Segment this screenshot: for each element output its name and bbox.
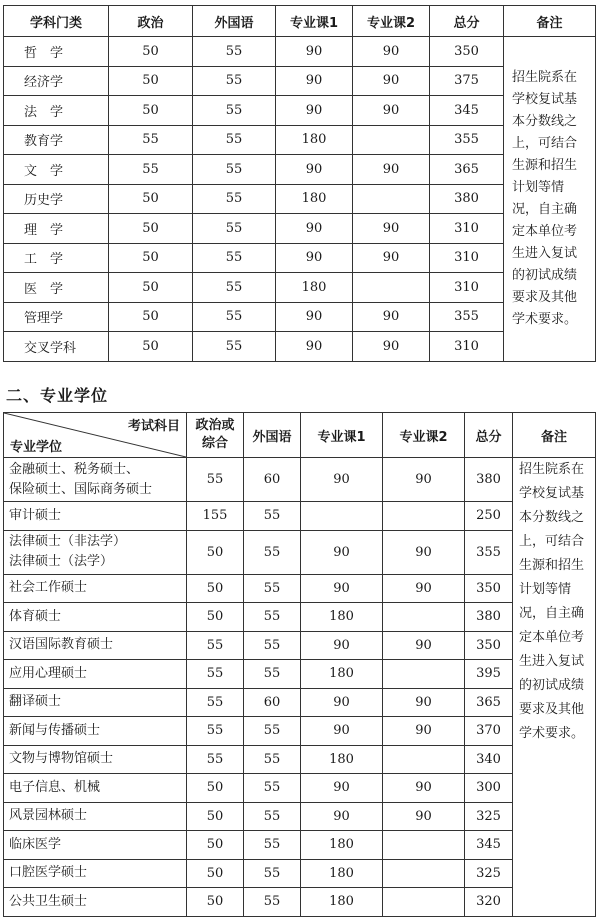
total-score: 375 <box>430 66 504 96</box>
politics-or-comprehensive-score: 50 <box>187 859 244 888</box>
major-course-1-score: 180 <box>301 831 383 860</box>
major-course-2-score: 90 <box>353 66 430 96</box>
politics-score: 50 <box>109 96 193 126</box>
major-course-1-score: 90 <box>301 458 383 502</box>
col-header-politics-or-comprehensive: 政治或综合 <box>187 413 244 458</box>
foreign-language-score: 55 <box>193 125 276 155</box>
major-course-2-score <box>383 603 465 632</box>
table-row <box>4 831 596 860</box>
foreign-language-score: 60 <box>244 458 301 502</box>
total-score: 370 <box>465 717 513 746</box>
major-course-2-score: 90 <box>383 530 465 574</box>
discipline-name: 哲 学 <box>4 37 109 67</box>
total-score: 355 <box>465 530 513 574</box>
foreign-language-score: 55 <box>244 859 301 888</box>
major-course-1-score: 180 <box>301 745 383 774</box>
major-course-1-score: 90 <box>301 574 383 603</box>
politics-or-comprehensive-score: 50 <box>187 574 244 603</box>
table-row <box>4 37 596 67</box>
foreign-language-score: 55 <box>244 774 301 803</box>
major-course-2-score <box>383 859 465 888</box>
politics-or-comprehensive-score: 55 <box>187 717 244 746</box>
total-score: 355 <box>430 302 504 332</box>
total-score: 310 <box>430 243 504 273</box>
major-course-1-score: 90 <box>301 717 383 746</box>
degree-name: 新闻与传播硕士 <box>4 717 187 746</box>
total-score: 350 <box>430 37 504 67</box>
degree-name: 社会工作硕士 <box>4 574 187 603</box>
major-course-2-score: 90 <box>353 243 430 273</box>
total-score: 310 <box>430 214 504 244</box>
major-course-2-score <box>383 745 465 774</box>
major-course-2-score <box>383 888 465 917</box>
degree-name: 体育硕士 <box>4 603 187 632</box>
major-course-1-score: 90 <box>301 802 383 831</box>
major-course-2-score: 90 <box>353 302 430 332</box>
table-row <box>4 660 596 689</box>
major-course-2-score: 90 <box>353 96 430 126</box>
table-row <box>4 717 596 746</box>
major-course-2-score: 90 <box>353 332 430 362</box>
major-course-1-score: 90 <box>276 243 353 273</box>
major-course-2-score: 90 <box>383 574 465 603</box>
header-exam-subjects: 考试科目 <box>127 419 180 434</box>
politics-or-comprehensive-score: 50 <box>187 802 244 831</box>
major-course-2-score: 90 <box>353 37 430 67</box>
foreign-language-score: 55 <box>193 155 276 185</box>
total-score: 310 <box>430 273 504 303</box>
major-course-1-score: 90 <box>301 688 383 717</box>
table-header-row <box>4 6 596 37</box>
major-course-1-score <box>301 502 383 531</box>
total-score: 325 <box>465 859 513 888</box>
discipline-name: 管理学 <box>4 302 109 332</box>
politics-score: 50 <box>109 302 193 332</box>
major-course-1-score: 90 <box>276 214 353 244</box>
total-score: 350 <box>465 574 513 603</box>
total-score: 300 <box>465 774 513 803</box>
discipline-name: 教育学 <box>4 125 109 155</box>
politics-or-comprehensive-score: 55 <box>187 688 244 717</box>
major-course-1-score: 90 <box>276 66 353 96</box>
degree-name: 口腔医学硕士 <box>4 859 187 888</box>
politics-score: 50 <box>109 273 193 303</box>
major-course-1-score: 90 <box>301 530 383 574</box>
discipline-name: 医 学 <box>4 273 109 303</box>
politics-score: 50 <box>109 66 193 96</box>
total-score: 380 <box>465 458 513 502</box>
major-course-1-score: 90 <box>276 96 353 126</box>
col-header-remarks: 备注 <box>504 6 596 37</box>
degree-name: 金融硕士、税务硕士、 保险硕士、国际商务硕士 <box>4 458 187 502</box>
politics-score: 50 <box>109 214 193 244</box>
table-row <box>4 688 596 717</box>
politics-score: 55 <box>109 155 193 185</box>
col-header-politics: 政治 <box>109 6 193 37</box>
total-score: 345 <box>465 831 513 860</box>
major-course-2-score: 90 <box>383 717 465 746</box>
politics-score: 50 <box>109 184 193 214</box>
major-course-2-score: 90 <box>383 631 465 660</box>
col-header-total-score: 总分 <box>465 413 513 458</box>
degree-name: 法律硕士（非法学） 法律硕士（法学） <box>4 530 187 574</box>
total-score: 320 <box>465 888 513 917</box>
foreign-language-score: 55 <box>244 603 301 632</box>
col-header-major-course-2: 专业课2 <box>383 413 465 458</box>
table-row <box>4 631 596 660</box>
politics-or-comprehensive-score: 50 <box>187 530 244 574</box>
foreign-language-score: 55 <box>193 214 276 244</box>
table-row <box>4 530 596 574</box>
degree-name: 风景园林硕士 <box>4 802 187 831</box>
total-score: 365 <box>430 155 504 185</box>
major-course-2-score: 90 <box>383 688 465 717</box>
total-score: 355 <box>430 125 504 155</box>
major-course-2-score: 90 <box>383 458 465 502</box>
foreign-language-score: 55 <box>244 888 301 917</box>
foreign-language-score: 55 <box>193 184 276 214</box>
total-score: 395 <box>465 660 513 689</box>
major-course-2-score: 90 <box>353 214 430 244</box>
politics-score: 50 <box>109 243 193 273</box>
politics-or-comprehensive-score: 55 <box>187 660 244 689</box>
table-row <box>4 774 596 803</box>
politics-or-comprehensive-score: 155 <box>187 502 244 531</box>
major-course-2-score <box>353 184 430 214</box>
politics-or-comprehensive-score: 55 <box>187 745 244 774</box>
major-course-1-score: 90 <box>276 155 353 185</box>
degree-name: 文物与博物馆硕士 <box>4 745 187 774</box>
foreign-language-score: 55 <box>193 302 276 332</box>
table-row <box>4 603 596 632</box>
discipline-name: 历史学 <box>4 184 109 214</box>
foreign-language-score: 55 <box>193 96 276 126</box>
foreign-language-score: 55 <box>193 273 276 303</box>
major-course-2-score: 90 <box>383 774 465 803</box>
col-header-remarks: 备注 <box>513 413 596 458</box>
major-course-1-score: 180 <box>276 184 353 214</box>
total-score: 365 <box>465 688 513 717</box>
remarks-note: 招生院系在学校复试基本分数线之上，可结合生源和招生计划等情况，自主确定本单位考生进入复试的初试成绩要求及其他学术要求。 <box>513 458 596 917</box>
major-course-1-score: 180 <box>301 660 383 689</box>
discipline-name: 法 学 <box>4 96 109 126</box>
major-course-1-score: 90 <box>276 302 353 332</box>
col-header-foreign-language: 外国语 <box>193 6 276 37</box>
discipline-name: 经济学 <box>4 66 109 96</box>
degree-name: 应用心理硕士 <box>4 660 187 689</box>
politics-or-comprehensive-score: 50 <box>187 831 244 860</box>
diagonal-header-cell <box>4 413 187 458</box>
discipline-name: 交叉学科 <box>4 332 109 362</box>
professional-degree-score-table <box>3 412 596 917</box>
table-row <box>4 502 596 531</box>
table-row <box>4 458 596 502</box>
total-score: 250 <box>465 502 513 531</box>
total-score: 380 <box>465 603 513 632</box>
table-row <box>4 802 596 831</box>
table-row <box>4 574 596 603</box>
degree-name: 汉语国际教育硕士 <box>4 631 187 660</box>
total-score: 380 <box>430 184 504 214</box>
col-header-major-course-2: 专业课2 <box>353 6 430 37</box>
foreign-language-score: 55 <box>244 831 301 860</box>
major-course-1-score: 90 <box>301 631 383 660</box>
col-header-foreign-language: 外国语 <box>244 413 301 458</box>
header-professional-degree: 专业学位 <box>10 440 63 455</box>
discipline-name: 工 学 <box>4 243 109 273</box>
table-header-row <box>4 413 596 458</box>
academic-degree-score-table <box>3 5 596 362</box>
major-course-1-score: 90 <box>276 332 353 362</box>
table-row <box>4 888 596 917</box>
table-row <box>4 859 596 888</box>
major-course-2-score <box>383 831 465 860</box>
remarks-note: 招生院系在学校复试基本分数线之上，可结合生源和招生计划等情况，自主确定本单位考生进入复试的初试成绩要求及其他学术要求。 <box>504 37 596 362</box>
major-course-1-score: 180 <box>301 888 383 917</box>
total-score: 325 <box>465 802 513 831</box>
foreign-language-score: 55 <box>193 66 276 96</box>
col-header-major-course-1: 专业课1 <box>276 6 353 37</box>
politics-or-comprehensive-score: 55 <box>187 631 244 660</box>
total-score: 310 <box>430 332 504 362</box>
politics-or-comprehensive-score: 50 <box>187 774 244 803</box>
discipline-name: 文 学 <box>4 155 109 185</box>
foreign-language-score: 55 <box>193 37 276 67</box>
politics-or-comprehensive-score: 50 <box>187 603 244 632</box>
degree-name: 公共卫生硕士 <box>4 888 187 917</box>
foreign-language-score: 55 <box>244 631 301 660</box>
major-course-2-score <box>383 502 465 531</box>
total-score: 345 <box>430 96 504 126</box>
major-course-1-score: 180 <box>276 273 353 303</box>
major-course-2-score <box>353 125 430 155</box>
col-header-discipline: 学科门类 <box>4 6 109 37</box>
total-score: 340 <box>465 745 513 774</box>
major-course-1-score: 90 <box>301 774 383 803</box>
foreign-language-score: 55 <box>244 717 301 746</box>
politics-score: 55 <box>109 125 193 155</box>
major-course-1-score: 90 <box>276 37 353 67</box>
politics-or-comprehensive-score: 55 <box>187 458 244 502</box>
col-header-major-course-1: 专业课1 <box>301 413 383 458</box>
major-course-1-score: 180 <box>301 603 383 632</box>
foreign-language-score: 55 <box>193 332 276 362</box>
politics-or-comprehensive-score: 50 <box>187 888 244 917</box>
total-score: 350 <box>465 631 513 660</box>
foreign-language-score: 55 <box>193 243 276 273</box>
degree-name: 临床医学 <box>4 831 187 860</box>
foreign-language-score: 55 <box>244 502 301 531</box>
major-course-2-score: 90 <box>353 155 430 185</box>
foreign-language-score: 55 <box>244 660 301 689</box>
degree-name: 翻译硕士 <box>4 688 187 717</box>
major-course-2-score <box>353 273 430 303</box>
politics-score: 50 <box>109 332 193 362</box>
foreign-language-score: 55 <box>244 745 301 774</box>
foreign-language-score: 60 <box>244 688 301 717</box>
degree-name: 电子信息、机械 <box>4 774 187 803</box>
major-course-1-score: 180 <box>301 859 383 888</box>
foreign-language-score: 55 <box>244 530 301 574</box>
col-header-total-score: 总分 <box>430 6 504 37</box>
foreign-language-score: 55 <box>244 574 301 603</box>
major-course-1-score: 180 <box>276 125 353 155</box>
discipline-name: 理 学 <box>4 214 109 244</box>
major-course-2-score <box>383 660 465 689</box>
foreign-language-score: 55 <box>244 802 301 831</box>
politics-score: 50 <box>109 37 193 67</box>
section-title-professional-degree: 二、专业学位 <box>6 386 109 405</box>
table-row <box>4 745 596 774</box>
degree-name: 审计硕士 <box>4 502 187 531</box>
major-course-2-score: 90 <box>383 802 465 831</box>
